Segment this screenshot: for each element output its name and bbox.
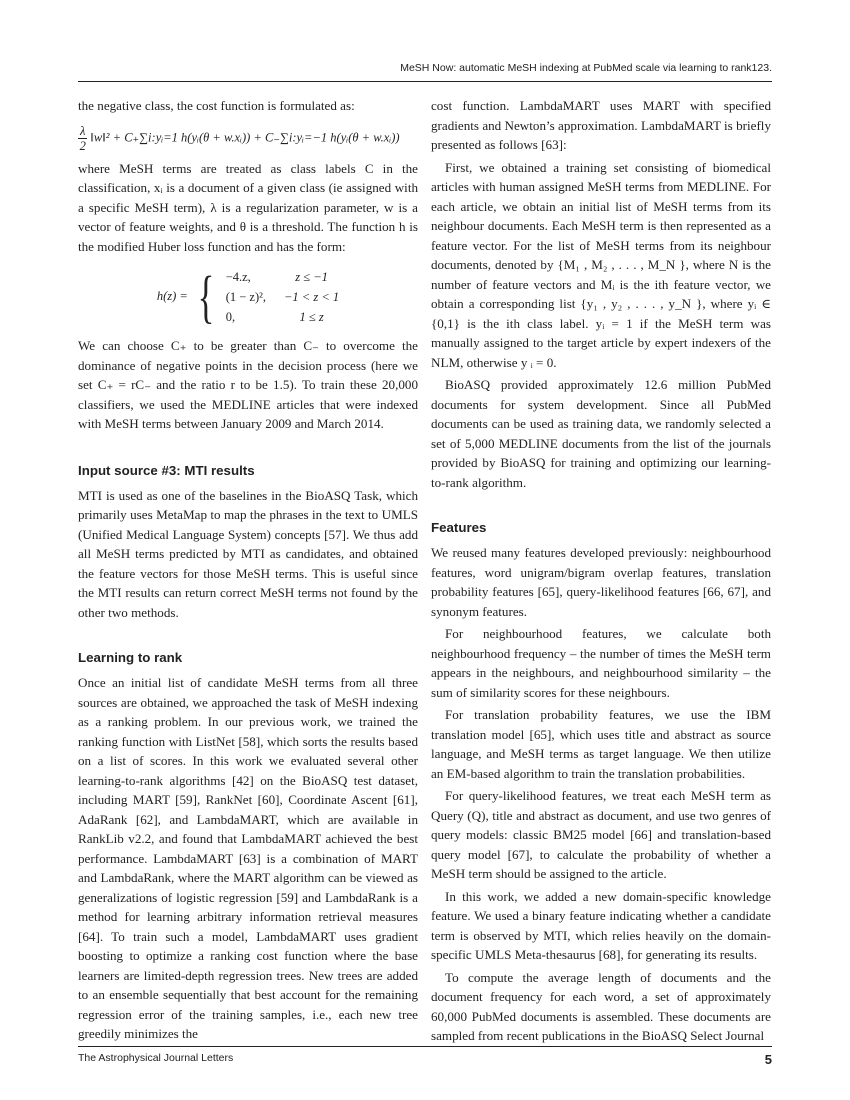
equation-lhs: h(z) = [156,289,188,304]
case-value: −4.z, [225,270,251,284]
case-condition: z ≤ −1 [295,270,328,284]
paragraph: First, we obtained a training set consisting of biomedical articles with human assigned MeSH terms from MEDLINE. For each article, we obtain an initial list of MeSH terms from its neighbour documents. Each MeSH term is then represented as a feature vector. For the list of MeSH terms from its neighbour documents, denoted by {M₁ , M₂ , . . . , M_N }, where N is the number of feature vectors and Mᵢ is the ith feature vector, we obtain a corresponding list {y₁ , y₂ , . . . , y_N }, where yᵢ ∈ {0,1} is the ith class label. yᵢ = 1 if the MeSH term was manually assigned to the target article by expert indexers of the NLM, otherwise y ᵢ = 0. [431,159,771,370]
paragraph: We can choose C₊ to be greater than C₋ to overcome the dominance of negative points in the decision process (here we set C₊ = rC₋ and the ratio r to be 1.5). To train these 20,000 classifiers, we used the MEDLINE articles that were indexed with MeSH terms between January 2009 and March 2014. [78,338,418,431]
left-column [78,96,418,1044]
equation-cases [226,268,339,326]
paragraph: where MeSH terms are treated as class labels C in the classification, xᵢ is a document of a given class (ie assigned with a specific MeSH term), λ is a regularization parameter, w is a vector of feature weights, and θ is a threshold. The function h is the modified Huber loss function and has the form: [78,160,418,254]
paragraph: the negative class, the cost function is formulated as: [78,98,355,113]
journal-name: The Astrophysical Journal Letters [78,1052,234,1064]
paragraph: To compute the average length of documents and the document frequency for each word, a set of approximately 60,000 PubMed documents is assembled. These documents are sampled from recent publications in the BioASQ Select Journal [431,969,771,1043]
paragraph: We reused many features developed previously: neighbourhood features, word unigram/bigram overlap features, translation probability features [65], query-likelihood features [66, 67], and synonym features. [431,545,771,619]
page-number: 5 [764,1052,772,1067]
right-column [431,96,771,1046]
section-heading: Input source #3: MTI results [78,462,255,478]
case-value: (1 − z)², [225,290,266,304]
cost-function-equation [78,124,418,153]
paragraph: Once an initial list of candidate MeSH terms from all three sources are obtained, we approached the task of MeSH indexing as a ranking problem. In our previous work, we trained the ranking function with ListNet [58], which sorts the results based on a list of scores. In this work we evaluated several other learning-to-rank algorithms [42] on the BioASQ test dataset, including MART [59], RankNet [60], Coordinate Ascent [61], AdaRank [62], and LambdaMART, which are available in RankLib v2.2, and found that LambdaMART achieved the best performance. LambdaMART [63] is a combination of MART and LambdaRank, where the MART algorithm can be viewed as generalizations of logistic regression [59] and LambdaRank is a method for learning arbitrary information retrieval measures [64]. To train such a model, LambdaMART uses gradient boosting to optimize a ranking cost function where the base learners are limited-depth regression trees. New trees are added to an ensemble sequentially that best account for the remaining regression error of the training samples, i.e., each new tree greedily minimizes the [78,675,418,1041]
case-condition: 1 ≤ z [299,310,324,324]
paragraph: MTI is used as one of the baselines in the BioASQ Task, which primarily uses MetaMap to map the phrases in the text to UMLS (Unified Medical Language System) concepts [57]. We thus add all MeSH terms predicted by MTI as candidates, and obtained the feature vectors for those MeSH terms. This is useful since the MTI results can return correct MeSH terms not found by the other two methods. [78,487,418,620]
lambda-fraction [78,124,87,153]
equation-body: ‖w‖² + C₊∑i:yᵢ=1 h(yᵢ(θ + w.xᵢ)) + C₋∑i:yᵢ=−1 h(yᵢ(θ + w.xᵢ)) [90,129,400,144]
fraction-numerator: λ [80,123,86,138]
paragraph: For neighbourhood features, we calculate both neighbourhood frequency – the number of times the MeSH term appears in the neighbours, and neighbourhood similarity – the sum of similarity scores for these neighbours. [431,626,771,700]
section-heading: Learning to rank [78,650,183,665]
paragraph: For query-likelihood features, we treat each MeSH term as Query (Q), title and abstract as document, and use two genres of query models: classic BM25 model [66] and translation-based query model [67], to calculate the probability of whether a MeSH term should be assigned to the article. [431,788,771,881]
huber-loss-equation [78,264,418,329]
fraction-denominator: 2 [79,138,86,153]
paragraph: In this work, we added a new domain-specific knowledge feature. We used a binary feature indicating whether a candidate term is observed by MTI, which relies heavily on the domain-specific UMLS Meta-thesaurus [68], for generating its results. [431,888,771,962]
paragraph: BioASQ provided approximately 12.6 million PubMed documents for system development. Since all PubMed documents can be used as training data, we randomly selected a set of 5,000 MEDLINE documents from the list of the journals provided by BioASQ for training and optimizing our learning-to-rank algorithm. [431,377,771,490]
paragraph: For translation probability features, we use the IBM translation model [65], which uses title and abstract as source language, and MeSH terms as target language. We then utilize an EM-based algorithm to train the translation probabilities. [431,707,771,781]
paragraph: cost function. LambdaMART uses MART with specified gradients and Newton’s approximation. LambdaMART is briefly presented as follows [63]: [431,98,771,152]
section-heading: Features [431,520,487,535]
case-value: 0, [225,310,236,324]
case-condition: −1 < z < 1 [283,290,340,304]
running-head: MeSH Now: automatic MeSH indexing at PubMed scale via learning to rank123. [78,62,772,82]
left-brace: { [197,264,215,329]
page-footer [78,1046,772,1070]
